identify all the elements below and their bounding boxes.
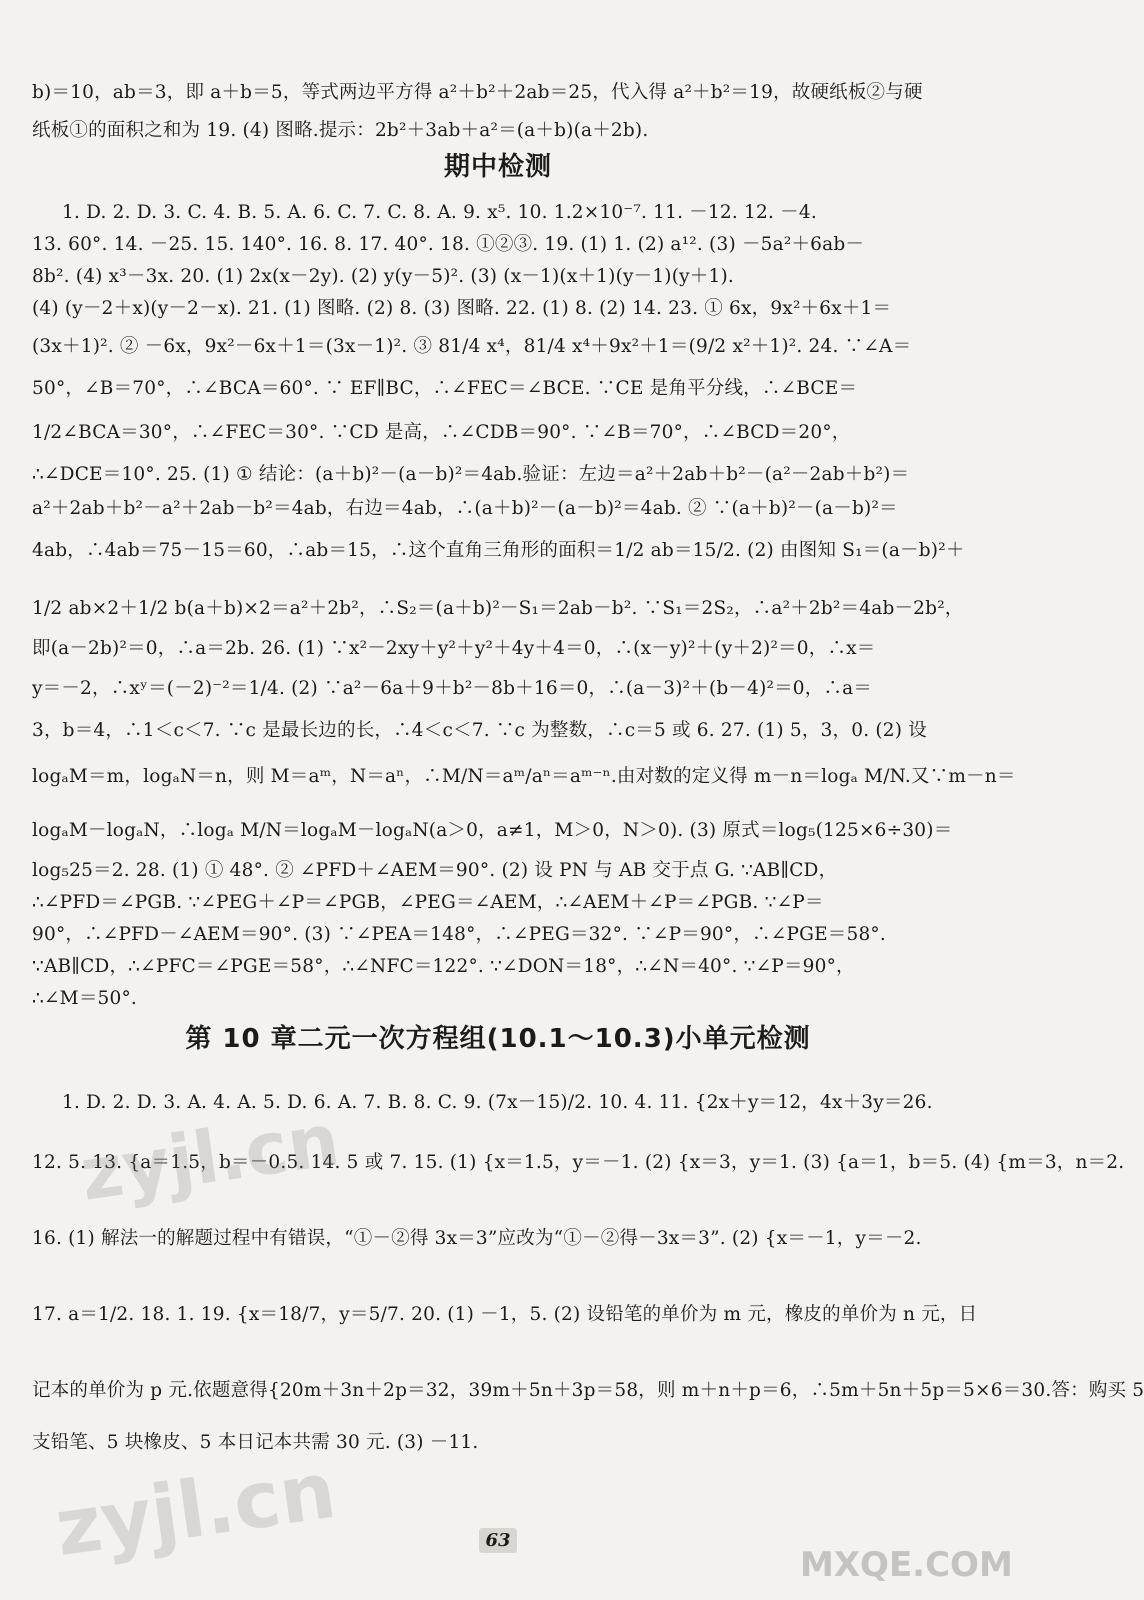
text-line: 4ab，∴4ab＝75－15＝60，∴ab＝15，∴这个直角三角形的面积＝1/2 ab＝15/2. (2) 由图知 S₁＝(a－b)²＋	[32, 540, 965, 561]
text-line: logₐM－logₐN，∴logₐ M/N＝logₐM－logₐN(a＞0，a≠1，M＞0，N＞0). (3) 原式＝log₅(125×6÷30)＝	[32, 820, 953, 841]
page-number-text: 63	[479, 1528, 516, 1553]
text-line: (4) (y－2＋x)(y－2－x). 21. (1) 图略. (2) 8. (3) 图略. 22. (1) 8. (2) 14. 23. ① 6x，9x²＋6x＋1＝	[32, 298, 892, 319]
text-line: 50°，∠B＝70°，∴∠BCA＝60°. ∵ EF∥BC，∴∠FEC＝∠BCE. ∵CE 是角平分线，∴∠BCE＝	[32, 378, 858, 399]
text-line: 支铅笔、5 块橡皮、5 本日记本共需 30 元. (3) －11.	[32, 1432, 479, 1453]
page-number	[32, 1530, 964, 1552]
text-line: ∵AB∥CD，∴∠PFC＝∠PGE＝58°，∴∠NFC＝122°. ∵∠DON＝18°，∴∠N＝40°. ∵∠P＝90°，	[32, 956, 855, 977]
intro-line-2: 纸板①的面积之和为 19. (4) 图略.提示：2b²＋3ab＋a²＝(a＋b)(a＋2b).	[32, 120, 649, 141]
text-line: ∴∠PFD＝∠PGB. ∵∠PEG＋∠P＝∠PGB，∠PEG＝∠AEM，∴∠AEM＋∠P＝∠PGB. ∵∠P＝	[32, 892, 824, 913]
text-line: 90°，∴∠PFD－∠AEM＝90°. (3) ∵∠PEA＝148°，∴∠PEG＝32°. ∵∠P＝90°，∴∠PGE＝58°.	[32, 924, 886, 945]
answer-page	[32, 0, 1144, 1600]
text-line: ∴∠DCE＝10°. 25. (1) ① 结论：(a＋b)²－(a－b)²＝4ab.验证：左边＝a²＋2ab＋b²－(a²－2ab＋b²)＝	[32, 464, 910, 485]
watermark-logo: zyjl.cn	[50, 1445, 342, 1575]
text-line: 即(a－2b)²＝0，∴a＝2b. 26. (1) ∵x²－2xy＋y²＋y²＋4y＋4＝0，∴(x－y)²＋(y＋2)²＝0，∴x＝	[32, 638, 876, 659]
text-line: ∴∠M＝50°.	[32, 988, 137, 1009]
text-line: 1. D. 2. D. 3. C. 4. B. 5. A. 6. C. 7. C. 8. A. 9. x⁵. 10. 1.2×10⁻⁷. 11. －12. 12. －4.	[62, 202, 817, 223]
text-line: 1/2 ab×2＋1/2 b(a＋b)×2＝a²＋2b²，∴S₂＝(a＋b)²－S₁＝2ab－b². ∵S₁＝2S₂，∴a²＋2b²＝4ab－2b²，	[32, 598, 964, 619]
text-line: 1/2∠BCA＝30°，∴∠FEC＝30°. ∵CD 是高，∴∠CDB＝90°. ∵∠B＝70°，∴∠BCD＝20°，	[32, 422, 851, 443]
text-line: log₅25＝2. 28. (1) ① 48°. ② ∠PFD＋∠AEM＝90°. (2) 设 PN 与 AB 交于点 G. ∵AB∥CD，	[32, 860, 838, 881]
text-line: 8b². (4) x³－3x. 20. (1) 2x(x－2y). (2) y(y－5)². (3) (x－1)(x＋1)(y－1)(y＋1).	[32, 266, 734, 287]
section-title-chapter10: 第 10 章二元一次方程组(10.1～10.3)小单元检测	[185, 1024, 811, 1054]
text-line: 12. 5. 13. {a＝1.5，b＝－0.5. 14. 5 或 7. 15. (1) {x＝1.5，y＝－1. (2) {x＝3，y＝1. (3) {a＝1，b＝5. (4) {m＝3，n＝2.	[32, 1152, 1125, 1173]
text-line: logₐM＝m，logₐN＝n，则 M＝aᵐ，N＝aⁿ，∴M/N＝aᵐ/aⁿ＝aᵐ⁻ⁿ.由对数的定义得 m－n＝logₐ M/N.又∵m－n＝	[32, 766, 1016, 787]
section-title-midterm: 期中检测	[443, 152, 552, 182]
text-line: 17. a＝1/2. 18. 1. 19. {x＝18/7，y＝5/7. 20. (1) －1，5. (2) 设铅笔的单价为 m 元，橡皮的单价为 n 元，日	[32, 1304, 978, 1325]
text-line: 3，b＝4，∴1＜c＜7. ∵c 是最长边的长，∴4＜c＜7. ∵c 为整数，∴c＝5 或 6. 27. (1) 5，3，0. (2) 设	[32, 720, 927, 741]
text-line: 记本的单价为 p 元.依题意得{20m＋3n＋2p＝32，39m＋5n＋3p＝58，则 m＋n＋p＝6，∴5m＋5n＋5p＝5×6＝30.答：购买 5	[32, 1380, 1144, 1401]
text-line: 13. 60°. 14. －25. 15. 140°. 16. 8. 17. 40°. 18. ①②③. 19. (1) 1. (2) a¹². (3) －5a²＋6ab－	[32, 234, 865, 255]
text-line: (3x＋1)². ② －6x，9x²－6x＋1＝(3x－1)². ③ 81/4 x⁴，81/4 x⁴＋9x²＋1＝(9/2 x²＋1)². 24. ∵∠A＝	[32, 336, 912, 357]
text-line: y＝－2，∴xʸ＝(－2)⁻²＝1/4. (2) ∵a²－6a＋9＋b²－8b＋16＝0，∴(a－3)²＋(b－4)²＝0，∴a＝	[32, 678, 873, 699]
watermark-logo: zyjl.cn	[75, 1097, 345, 1217]
text-line: 16. (1) 解法一的解题过程中有错误，“①－②得 3x＝3”应改为“①－②得－3x＝3”. (2) {x＝－1，y＝－2.	[32, 1228, 922, 1249]
text-line: 1. D. 2. D. 3. A. 4. A. 5. D. 6. A. 7. B. 8. C. 9. (7x－15)/2. 10. 4. 11. {2x＋y＝12，4x＋3y＝26.	[62, 1092, 933, 1113]
intro-line-1: b)＝10，ab＝3，即 a＋b＝5，等式两边平方得 a²＋b²＋2ab＝25，代入得 a²＋b²＝19，故硬纸板②与硬	[32, 82, 923, 103]
text-line: a²＋2ab＋b²－a²＋2ab－b²＝4ab，右边＝4ab，∴(a＋b)²－(a－b)²＝4ab. ② ∵(a＋b)²－(a－b)²＝	[32, 498, 898, 519]
watermark-logo: MXQE.COM	[800, 1545, 1013, 1585]
